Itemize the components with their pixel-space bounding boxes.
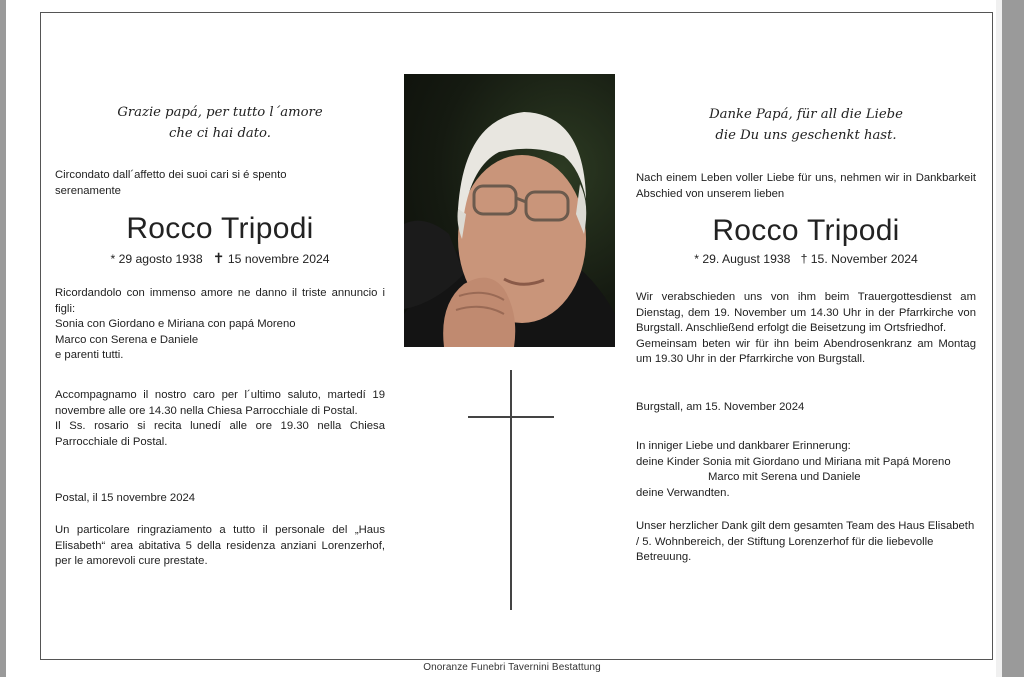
german-intro: Nach einem Leben voller Liebe für uns, nehmen wir in Dankbarkeit Abschied von unserem lieben [636, 172, 976, 200]
german-deceased-name: Rocco Tripodi [712, 214, 900, 247]
german-funeral-text: Wir verabschieden uns von ihm beim Trauergottesdienst am Dienstag, dem 19. November um 14.30 Uhr in der Pfarrkirche von Burgstall. Anschließend erfolgt die Beisetzung im Ortsfriedhof. [636, 291, 976, 334]
german-life-dates [636, 251, 976, 267]
portrait-illustration [404, 74, 615, 347]
italian-intro: Circondato dall´affetto dei suoi cari si é spento serenamente [55, 169, 287, 197]
german-rosary-text: Gemeinsam beten wir für ihn beim Abendrosenkranz am Montag um 19.30 Uhr in der Pfarrkirche von Burgstall. [636, 337, 976, 365]
italian-death-date: 15 novembre 2024 [227, 252, 330, 266]
german-family-intro: In inniger Liebe und dankbarer Erinnerung: [636, 440, 851, 452]
german-thanks: Unser herzlicher Dank gilt dem gesamten Team des Haus Elisabeth / 5. Wohnbereich, der Stiftung Lorenzerhof für die liebevolle Betreuung. [636, 520, 975, 563]
cross-icon: ✝ [212, 250, 225, 266]
german-quote-line1: Danke Papá, für all die Liebe [709, 107, 903, 122]
german-funeral-block [636, 290, 976, 368]
german-birth-date: * 29. August 1938 [694, 252, 791, 266]
italian-family-intro: Ricordandolo con immenso amore ne danno il triste annuncio i figli: [55, 287, 385, 315]
funeral-home-footer: Onoranze Funebri Tavernini Bestattung [423, 662, 601, 673]
italian-deceased-name: Rocco Tripodi [126, 212, 314, 245]
italian-family-block [55, 286, 385, 364]
german-quote [636, 104, 976, 146]
german-family-line3: deine Verwandten. [636, 486, 730, 499]
screen-edge-right [1002, 0, 1024, 677]
german-family-line1: deine Kinder Sonia mit Giordano und Miriana mit Papá Moreno [636, 455, 951, 468]
german-death-date: 15. November 2024 [810, 252, 918, 266]
german-quote-line2: die Du uns geschenkt hast. [715, 128, 897, 143]
italian-family-line1: Sonia con Giordano e Miriana con papá Moreno [55, 318, 296, 330]
memorial-cross-vertical [510, 370, 512, 610]
italian-rosary-text: Il Ss. rosario si recita lunedí alle ore 19.30 nella Chiesa Parrocchiale di Postal. [55, 420, 385, 448]
italian-birth-date: * 29 agosto 1938 [110, 252, 203, 266]
german-family-line2: Marco mit Serena und Daniele [708, 471, 861, 483]
italian-life-dates [55, 250, 385, 267]
memorial-cross-horizontal [468, 416, 554, 418]
dagger-icon: † [800, 252, 808, 266]
italian-thanks: Un particolare ringraziamento a tutto il personale del „Haus Elisabeth“ area abitativa 5 della residenza anziani Lorenzerhof, per le amorevoli cure prestate. [55, 524, 385, 567]
german-family-block [636, 439, 976, 501]
german-place-date: Burgstall, am 15. November 2024 [636, 401, 805, 413]
italian-place-date: Postal, il 15 novembre 2024 [55, 492, 196, 504]
italian-quote [55, 102, 385, 144]
portrait-photo [404, 74, 615, 347]
italian-family-line3: e parenti tutti. [55, 349, 124, 361]
italian-funeral-text: Accompagnamo il nostro caro per l´ultimo saluto, martedí 19 novembre alle ore 14.30 nella Chiesa Parrocchiale di Postal. [55, 389, 385, 417]
italian-quote-line1: Grazie papá, per tutto l´amore [117, 105, 323, 120]
italian-funeral-block [55, 388, 385, 450]
italian-family-line2: Marco con Serena e Daniele [55, 333, 199, 346]
screen-edge-left [0, 0, 6, 677]
italian-quote-line2: che ci hai dato. [169, 126, 271, 141]
